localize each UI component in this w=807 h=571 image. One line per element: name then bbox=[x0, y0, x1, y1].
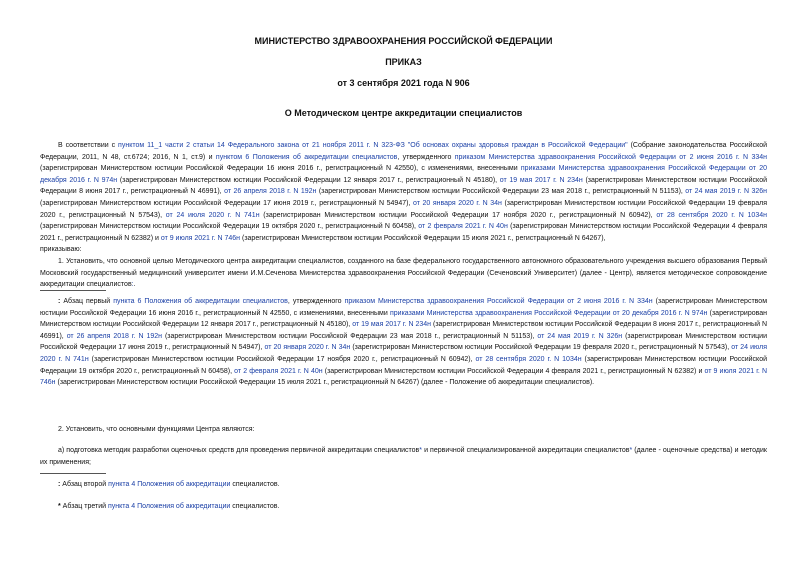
text-run: (зарегистрирован Министерством юстиции Российской Федерации 17 ноября 2020 г., регистрационный N 60942), bbox=[259, 211, 657, 219]
item-1-text: 1. Установить, что основной целью Методического центра аккредитации специалистов, созданного на базе федерального государственного автономного образовательного учреждения высшего образования Первый Московский государственный медицинский университет имени И.М.Сеченова Министерства здравоохранения Российской Федерации (Сеченовский Университет) (далее - Центр), является методическое сопровождение аккредитации специалистов bbox=[40, 258, 767, 289]
document-title: О Методическом центре аккредитации специалистов bbox=[284, 108, 523, 118]
document-link[interactable]: от 2 февраля 2021 г. N 40н bbox=[234, 367, 323, 375]
document-link[interactable]: от 24 июля 2020 г. N 741н bbox=[165, 211, 260, 219]
document-link[interactable]: от 24 мая 2019 г. N 326н bbox=[537, 332, 623, 340]
footnote-3-text bbox=[58, 503, 279, 510]
footnote-marker: * bbox=[58, 503, 61, 510]
text-run: Абзац первый bbox=[60, 298, 114, 305]
preamble-text bbox=[40, 142, 767, 242]
text-run: (зарегистрирован Министерством юстиции Российской Федерации 8 июня 2017 г., регистрационный N 46991), bbox=[40, 321, 767, 340]
document-link[interactable]: от 20 января 2020 г. N 34н bbox=[264, 344, 351, 352]
document-link[interactable]: от 26 апреля 2018 г. N 192н bbox=[224, 188, 317, 196]
preamble-paragraph bbox=[40, 140, 767, 244]
text-run: , утвержденного bbox=[397, 153, 455, 161]
item-2a-text: а) подготовка методик разработки оценочных средств для проведения первичной аккредитации специалистов bbox=[58, 447, 420, 454]
document-link[interactable]: от 24 мая 2019 г. N 326н bbox=[685, 188, 767, 196]
item-2a-paragraph bbox=[40, 445, 767, 468]
text-run: (зарегистрирован Министерством юстиции Российской Федерации 19 февраля 2020 г., регистрационный N 57543), bbox=[40, 199, 767, 219]
footnote-1-ref[interactable]: : bbox=[131, 281, 134, 289]
document-link[interactable]: пункта 4 Положения об аккредитации bbox=[108, 503, 231, 510]
text-run: (зарегистрирован Министерством юстиции Российской Федерации 17 ноября 2020 г., регистрационный N 60942), bbox=[88, 355, 476, 363]
footnote-1 bbox=[40, 296, 767, 389]
text-run: специалистов. bbox=[230, 503, 280, 510]
item-2a-ending: (далее - оценочные средства) и методик их применения; bbox=[40, 447, 767, 466]
document-link[interactable]: от 19 мая 2017 г. N 234н bbox=[352, 321, 432, 329]
text-run: (зарегистрирован Министерством юстиции Российской Федерации 19 февраля 2020 г., регистрационный N 57543), bbox=[350, 344, 732, 352]
footnote-separator bbox=[40, 290, 106, 291]
text-run: (зарегистрирован Министерством юстиции Российской Федерации 15 июля 2021 г., регистрационный N 64267) (далее - Положение об аккредитации специалистов). bbox=[55, 379, 595, 387]
document-link[interactable]: от 9 июля 2021 г. N 746н bbox=[160, 234, 241, 242]
doc-type-heading: ПРИКАЗ bbox=[385, 57, 422, 67]
document-link[interactable]: пункта 4 Положения об аккредитации bbox=[108, 481, 231, 488]
text-run: Абзац второй bbox=[60, 481, 109, 488]
text-run: (зарегистрирован Министерством юстиции Российской Федерации 19 октября 2020 г., регистрационный N 60458), bbox=[40, 223, 419, 231]
item-2a-continuation: и первичной специализированной аккредитации специалистов bbox=[422, 447, 630, 454]
footnote-3 bbox=[40, 501, 767, 513]
text-run: (Собрание законодательства Российской Федерации, 2011, N 48, ст.6724; 2016, N 1, ст.9) и bbox=[40, 142, 768, 161]
text-run: (зарегистрирован Министерством юстиции Российской Федерации 4 февраля 2021 г., регистрационный N 62382) и bbox=[322, 367, 705, 375]
footnote-1-text bbox=[40, 298, 767, 386]
text-run: (зарегистрирован Министерством юстиции Российской Федерации 8 июня 2017 г., регистрационный N 46991), bbox=[40, 176, 768, 196]
text-run: (зарегистрирован Министерством юстиции Российской Федерации 17 июня 2019 г., регистрационный N 54947), bbox=[40, 199, 413, 207]
footnote-separator-2 bbox=[40, 473, 106, 474]
document-link[interactable]: приказом Министерства здравоохранения Российской Федерации от 2 июня 2016 г. N 334н bbox=[454, 153, 767, 161]
text-run: , утвержденного bbox=[287, 298, 345, 305]
text-run: (зарегистрирован Министерством юстиции Российской Федерации 23 мая 2018 г., регистрационный N 51153), bbox=[316, 188, 686, 196]
text-run: (зарегистрирован Министерством юстиции Российской Федерации 15 июля 2021 г., регистрационный N 64267), bbox=[240, 234, 606, 242]
footnote-marker: : bbox=[58, 481, 61, 488]
document-link[interactable]: от 9 июля 2021 г. N 746н bbox=[40, 367, 768, 387]
text-run: (зарегистрирован Министерством юстиции Российской Федерации 16 июня 2016 г., регистрационный N 42550, с изменениями, внесенными bbox=[40, 298, 768, 317]
text-run: (зарегистрирован Министерством юстиции Российской Федерации 23 мая 2018 г., регистрационный N 51153), bbox=[162, 332, 538, 340]
text-run: (зарегистрирован Министерством юстиции Российской Федерации 4 февраля 2021 г., регистрационный N 62382) и bbox=[40, 223, 767, 242]
order-word: приказываю: bbox=[40, 246, 82, 253]
text-run: (зарегистрирован Министерством юстиции Российской Федерации 19 октября 2020 г., регистрационный N 60458), bbox=[40, 355, 768, 375]
document-link[interactable]: от 26 апреля 2018 г. N 192н bbox=[66, 332, 162, 340]
item-2-paragraph bbox=[40, 424, 767, 436]
footnote-2-text bbox=[58, 481, 280, 488]
document-link[interactable]: пункта 6 Положения об аккредитации специалистов bbox=[113, 298, 288, 305]
document-link[interactable]: приказами Министерства здравоохранения Российской Федерации от 20 декабря 2016 г. N 974н bbox=[40, 165, 767, 184]
item-2-text: 2. Установить, что основными функциями Центра являются: bbox=[58, 426, 255, 433]
document-link[interactable]: от 24 июля 2020 г. N 741н bbox=[40, 344, 767, 363]
footnote-2-ref[interactable]: * bbox=[419, 447, 422, 454]
document-link[interactable]: от 28 сентября 2020 г. N 1034н bbox=[656, 211, 767, 219]
date-number-heading: от 3 сентября 2021 года N 906 bbox=[337, 78, 470, 88]
document-link[interactable]: от 2 февраля 2021 г. N 40н bbox=[418, 223, 508, 231]
text-run: (зарегистрирован Министерством юстиции Российской Федерации 12 января 2017 г., регистрационный N 45180), bbox=[40, 309, 768, 329]
footnote-marker: : bbox=[58, 298, 61, 305]
document-link[interactable]: пунктом 11_1 части 2 статьи 14 Федерального закона от 21 ноября 2011 г. N 323-ФЗ "Об основах охраны здоровья граждан в Российской Федерации" bbox=[118, 142, 628, 149]
document-link[interactable]: пунктом 6 Положения об аккредитации специалистов bbox=[215, 153, 398, 161]
text-run: (зарегистрирован Министерством юстиции Российской Федерации 17 июня 2019 г., регистрационный N 54947), bbox=[40, 332, 768, 352]
text-run: специалистов. bbox=[230, 481, 280, 488]
ministry-heading: МИНИСТЕРСТВО ЗДРАВООХРАНЕНИЯ РОССИЙСКОЙ ФЕДЕРАЦИИ bbox=[254, 36, 553, 46]
item-1-paragraph: 1. Установить, что основной целью Методического центра аккредитации специалистов, созданного на базе федерального государственного автономного образовательного учреждения высшего образования Первый Московский государственный медицинский университет имени И.М.Сеченова Министерства здравоохранения Российской Федерации (Сеченовский Университет) (далее - Центр), является методическое сопровождение аккредитации специалистов:. bbox=[40, 258, 767, 289]
text-run: (зарегистрирован Министерством юстиции Российской Федерации 12 января 2017 г., регистрационный N 45180), bbox=[117, 176, 500, 184]
document-link[interactable]: приказами Министерства здравоохранения Российской Федерации от 20 декабря 2016 г. N 974н bbox=[389, 309, 708, 317]
text-run: В соответствии с bbox=[58, 142, 119, 149]
document-link[interactable]: приказом Министерства здравоохранения Российской Федерации от 2 июня 2016 г. N 334н bbox=[344, 298, 653, 305]
footnote-3-ref[interactable]: * bbox=[629, 447, 633, 454]
text-run: Абзац третий bbox=[60, 503, 108, 510]
text-run: (зарегистрирован Министерством юстиции Российской Федерации 16 июня 2016 г., регистрационный N 42550), с изменениями, внесенными bbox=[40, 165, 521, 173]
document-link[interactable]: от 20 января 2020 г. N 34н bbox=[412, 199, 502, 207]
document-link[interactable]: от 28 сентября 2020 г. N 1034н bbox=[475, 355, 582, 363]
document-link[interactable]: от 19 мая 2017 г. N 234н bbox=[499, 176, 583, 184]
footnote-2 bbox=[40, 479, 767, 491]
